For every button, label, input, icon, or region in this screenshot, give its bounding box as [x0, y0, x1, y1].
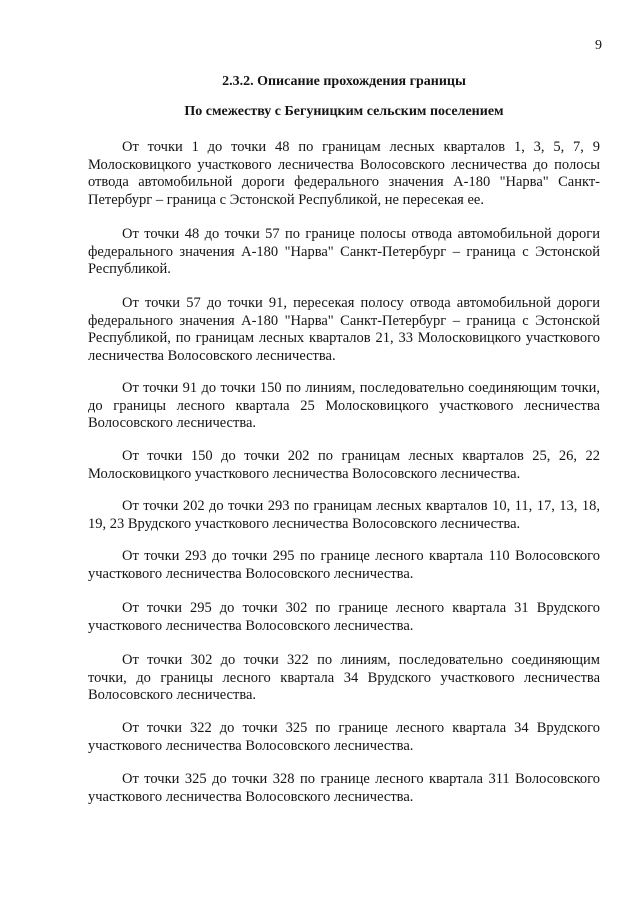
paragraph-5: От точки 150 до точки 202 по границам лесных кварталов 25, 26, 22 Молосковицкого участкового лесничества Волосовского лесничества.: [88, 448, 600, 482]
paragraph-3: От точки 57 до точки 91, пересекая полосу отвода автомобильной дороги федерального значения А-180 "Нарва" Санкт-Петербург – граница с Эстонской Республикой, по границам лесных кварталов 21, 33 Молосковицкого участкового лесничества Волосовского лесничества.: [88, 295, 600, 364]
paragraph-6: От точки 202 до точки 293 по границам лесных кварталов 10, 11, 17, 13, 18, 19, 23 Врудского участкового лесничества Волосовского лесничества.: [88, 498, 600, 532]
subsection-title: По смежеству с Бегуницким сельским поселением: [184, 104, 504, 119]
paragraph-2: От точки 48 до точки 57 по границе полосы отвода автомобильной дороги федерального значения А-180 "Нарва" Санкт-Петербург – граница с Эстонской Республикой.: [88, 226, 600, 278]
paragraph-8: От точки 295 до точки 302 по границе лесного квартала 31 Врудского участкового лесничества Волосовского лесничества.: [88, 600, 600, 634]
paragraph-10: От точки 322 до точки 325 по границе лесного квартала 34 Врудского участкового лесничества Волосовского лесничества.: [88, 720, 600, 754]
page-number: 9: [595, 38, 602, 53]
paragraph-4: От точки 91 до точки 150 по линиям, последовательно соединяющим точки, до границы лесного квартала 25 Молосковицкого участкового лесничества Волосовского лесничества.: [88, 380, 600, 432]
paragraph-9: От точки 302 до точки 322 по линиям, последовательно соединяющим точки, до границы лесного квартала 34 Врудского участкового лесничества Волосовского лесничества.: [88, 652, 600, 704]
paragraph-11: От точки 325 до точки 328 по границе лесного квартала 311 Волосовского участкового лесничества Волосовского лесничества.: [88, 771, 600, 805]
paragraph-7: От точки 293 до точки 295 по границе лесного квартала 110 Волосовского участкового лесничества Волосовского лесничества.: [88, 548, 600, 582]
paragraph-1: От точки 1 до точки 48 по границам лесных кварталов 1, 3, 5, 7, 9 Молосковицкого участкового лесничества Волосовского лесничества до полосы отвода автомобильной дороги федерального значения А-180 "Нарва" Санкт-Петербург – граница с Эстонской Республикой, не пересекая ее.: [88, 139, 600, 208]
section-title: 2.3.2. Описание прохождения границы: [222, 74, 466, 89]
